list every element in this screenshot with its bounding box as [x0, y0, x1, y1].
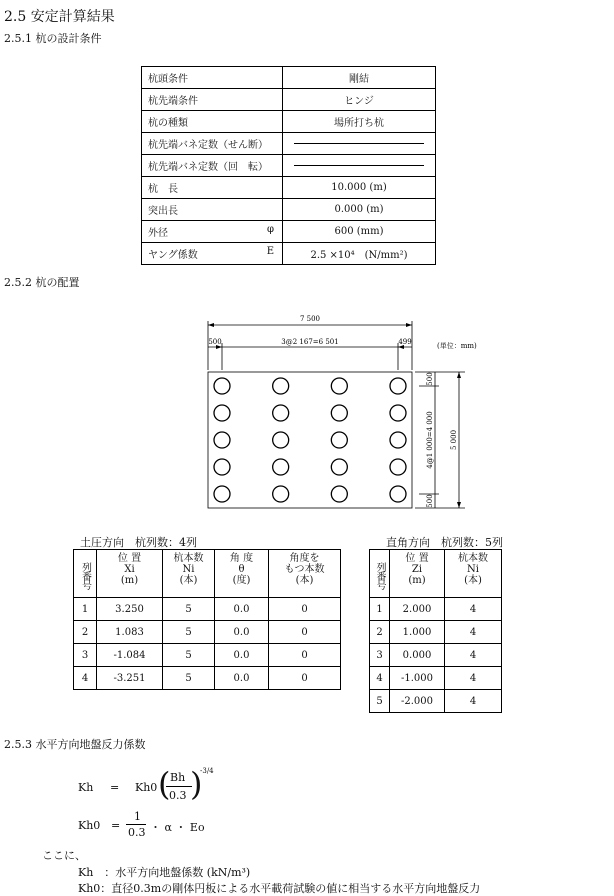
earth-pressure-table [73, 549, 341, 690]
condition-label: 杭の種類 [142, 111, 283, 133]
section-title: 2.5 安定計算結果 [4, 9, 115, 25]
pile-circle [214, 459, 230, 475]
table-cell: 0 [269, 621, 341, 644]
table-cell: 4 [445, 644, 502, 667]
table-cell: -2.000 [390, 690, 445, 713]
column-header: 角 度 θ (度) [215, 550, 269, 598]
condition-row [142, 199, 436, 221]
condition-label: 杭先端条件 [142, 89, 283, 111]
condition-label: ヤング係数 E [142, 243, 283, 265]
table-cell: 0 [269, 644, 341, 667]
table-cell: 1.083 [97, 621, 163, 644]
condition-symbol: φ [266, 224, 274, 235]
condition-row [142, 221, 436, 243]
condition-value: 10.000 (m) [283, 177, 436, 199]
pile-circle [390, 405, 406, 421]
table-cell: 0 [269, 667, 341, 690]
pile-circle [273, 378, 289, 394]
definition-kh: Kh ：水平方向地盤係数 (kN/m³) [78, 866, 251, 879]
pile-circle [214, 378, 230, 394]
table-cell: 5 [163, 598, 215, 621]
table-row [74, 621, 341, 644]
dim-bottom-edge: 500 [426, 494, 434, 508]
table-row [370, 690, 502, 713]
pile-circle [214, 405, 230, 421]
table-cell: 2 [370, 621, 390, 644]
condition-value [283, 133, 436, 155]
column-header: 位 置 Zi (m) [390, 550, 445, 598]
condition-label: 突出長 [142, 199, 283, 221]
condition-value: ヒンジ [283, 89, 436, 111]
dim-total-width: 7 500 [299, 315, 321, 323]
condition-row [142, 89, 436, 111]
condition-label: 外径 φ [142, 221, 283, 243]
table-cell: 4 [445, 621, 502, 644]
pile-circle [273, 486, 289, 502]
table-cell: 5 [370, 690, 390, 713]
subsection-title-reaction: 2.5.3 水平方向地盤反力係数 [4, 738, 146, 751]
subsection-title-layout: 2.5.2 杭の配置 [4, 276, 80, 289]
table-cell: 0.000 [390, 644, 445, 667]
condition-value: 0.000 (m) [283, 199, 436, 221]
column-header: 角度を もつ本数 (本) [269, 550, 341, 598]
pile-circle [273, 459, 289, 475]
subsection-title-conditions: 2.5.1 杭の設計条件 [4, 32, 102, 45]
table-cell: 4 [74, 667, 97, 690]
condition-label: 杭先端バネ定数（回 転） [142, 155, 283, 177]
table-row [370, 644, 502, 667]
table-header-row [370, 550, 502, 598]
formula-kh: Kh = Kh0 ( Bh 0.3 ) -3/4 [78, 765, 214, 803]
blank-value-line [294, 165, 424, 166]
table-cell: 0 [269, 598, 341, 621]
pile-circle [331, 405, 347, 421]
column-header: 位 置 Xi (m) [97, 550, 163, 598]
table-cell: 4 [370, 667, 390, 690]
column-header: 杭本数 Ni (本) [445, 550, 502, 598]
table-cell: 5 [163, 621, 215, 644]
pile-circle [331, 378, 347, 394]
definition-kh0: Kh0：直径0.3mの剛体円板による水平載荷試験の値に相当する水平方向地盤反力 [78, 882, 481, 895]
table-cell: 0.0 [215, 644, 269, 667]
table-cell: -3.251 [97, 667, 163, 690]
pile-cap-outline [208, 372, 412, 508]
where-label: ここに、 [42, 849, 86, 862]
pile-circle [390, 459, 406, 475]
table-cell: 5 [163, 644, 215, 667]
table-cell: 0.0 [215, 621, 269, 644]
pile-circle [331, 486, 347, 502]
column-header: 杭本数 Ni (本) [163, 550, 215, 598]
pile-circle [214, 432, 230, 448]
table-row [370, 598, 502, 621]
condition-row [142, 177, 436, 199]
pile-conditions-table [141, 66, 436, 265]
table-cell: 1 [370, 598, 390, 621]
condition-label: 杭 長 [142, 177, 283, 199]
condition-row [142, 155, 436, 177]
table-cell: 4 [445, 690, 502, 713]
table-cell: 1.000 [390, 621, 445, 644]
table-cell: 2 [74, 621, 97, 644]
blank-value-line [294, 143, 424, 144]
table-row [370, 621, 502, 644]
table-cell: 0.0 [215, 598, 269, 621]
table-row [370, 667, 502, 690]
dim-total-height: 5 000 [450, 429, 458, 451]
table-cell: 4 [445, 667, 502, 690]
dim-left-edge: 500 [208, 338, 222, 346]
pile-circle [273, 432, 289, 448]
perpendicular-title: 直角方向 杭列数：5列 [386, 536, 503, 549]
pile-circle [331, 459, 347, 475]
table-row [74, 598, 341, 621]
earth-pressure-title: 土圧方向 杭列数：4列 [80, 536, 197, 549]
table-cell: 5 [163, 667, 215, 690]
unit-label: (単位：mm) [437, 342, 477, 350]
dim-vertical-span: 4@1 000=4 000 [426, 411, 434, 469]
table-header-row [74, 550, 341, 598]
column-header: 列番号 [370, 550, 390, 598]
pile-circle [331, 432, 347, 448]
pile-circle [214, 486, 230, 502]
condition-value: 2.5 ×10⁴ (N/mm²) [283, 243, 436, 265]
table-cell: 3.250 [97, 598, 163, 621]
dim-top-edge: 500 [426, 372, 434, 386]
table-row [74, 667, 341, 690]
perpendicular-table [369, 549, 502, 713]
condition-row [142, 67, 436, 89]
condition-row [142, 133, 436, 155]
table-cell: 0.0 [215, 667, 269, 690]
table-cell: 4 [445, 598, 502, 621]
dim-right-edge: 499 [398, 338, 412, 346]
table-cell: 2.000 [390, 598, 445, 621]
table-cell: -1.000 [390, 667, 445, 690]
condition-value: 剛結 [283, 67, 436, 89]
condition-label: 杭頭条件 [142, 67, 283, 89]
condition-label: 杭先端バネ定数（せん断） [142, 133, 283, 155]
table-cell: 3 [74, 644, 97, 667]
condition-row [142, 243, 436, 265]
condition-value [283, 155, 436, 177]
condition-value: 600 (mm) [283, 221, 436, 243]
pile-circle [390, 378, 406, 394]
condition-value: 場所打ち杭 [283, 111, 436, 133]
table-cell: 1 [74, 598, 97, 621]
table-row [74, 644, 341, 667]
pile-circle [273, 405, 289, 421]
pile-layout-diagram [195, 310, 485, 520]
table-cell: -1.084 [97, 644, 163, 667]
condition-row [142, 111, 436, 133]
condition-symbol: E [266, 246, 274, 257]
dim-span: 3@2 167=6 501 [281, 338, 339, 346]
pile-circle [390, 486, 406, 502]
formula-kh0: Kh0 = 1 0.3 ・ α ・ Eo [78, 810, 205, 839]
pile-circle [390, 432, 406, 448]
table-cell: 3 [370, 644, 390, 667]
column-header: 列番号 [74, 550, 97, 598]
